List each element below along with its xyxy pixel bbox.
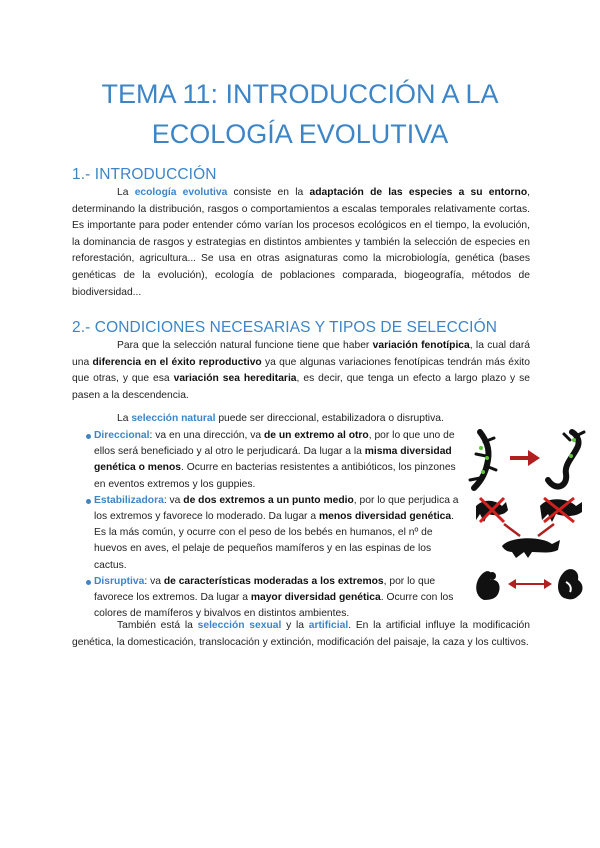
keyword-seleccion-natural: selección natural: [131, 413, 216, 424]
list-item-estabilizadora: Estabilizadora: va de dos extremos a un punto medio, por lo que perjudica a los extremos y favorece lo moderado. Da lugar a menos diversidad genética. Es la más común, y ocurre con el peso de los bebés en humanos, el nº de huevos en aves, el pelaje de pequeños mamíferos y en las espinas de los cactus.: [72, 493, 466, 574]
snake-icon: [548, 432, 584, 487]
section-2-paragraph-3: También está la selección sexual y la artificial. En la artificial influye la modificación genética, la domesticación, translocación y extinción, modificación del paisaje, la caza y los cultivos.: [72, 620, 531, 648]
list-item-disruptiva: Disruptiva: va de características moderadas a los extremos, por lo que favorece los extremos. Da lugar a mayor diversidad genética. Ocurre con los colores de mamíferos y bivalvos en distintos ambientes.: [72, 574, 466, 623]
keyword-ecologia-evolutiva: ecología evolutiva: [134, 187, 228, 198]
lizard-icon: [470, 432, 496, 488]
stabilizing-selection-figure: [470, 494, 588, 560]
mammal-middle-icon: [502, 538, 560, 558]
title-line-2: ECOLOGÍA EVOLUTIVA: [151, 119, 449, 149]
section-1-paragraph: La ecología evolutiva consiste en la adaptación de las especies a su entorno, determinando la distribución, rasgos o comportamientos a escalas temporales relativamente cortas. Es importante para poder entender cómo varían los procesos ecológicos en el tiempo, la evolución, la dominancia de rasgos y estrategias en distintos ambientes y también la selección de especies en reforestación, agricultura... Se usa en otras asignaturas como la microbiología, genética (bases genéticas de la evolución), ecología de poblaciones comparada, biogeografía, métodos de biodiversidad...: [72, 187, 530, 298]
section-2-paragraph-2: La selección natural puede ser direccional, estabilizadora o disruptiva.: [117, 413, 444, 424]
arrows-diverging-icon: [508, 579, 552, 589]
keyword-artificial: artificial: [308, 620, 349, 631]
directional-selection-figure: [468, 426, 588, 496]
title-line-1: TEMA 11: INTRODUCCIÓN A LA: [101, 79, 499, 109]
selection-types-list: [72, 428, 466, 622]
squirrel-left-icon: [476, 571, 499, 600]
bullet-dot: [86, 434, 91, 439]
section-1-heading: 1.- INTRODUCCIÓN: [72, 166, 217, 183]
squirrel-right-icon: [558, 569, 583, 599]
section-2-paragraph-1: Para que la selección natural funcione tiene que haber variación fenotípica, la cual dará una diferencia en el éxito reproductivo ya que algunas variaciones fenotípicas tendrán más éxito que otras, y que esa variación sea hereditaria, es decir, que tenga un efecto a largo plazo y se pasen a la descendencia.: [72, 340, 530, 401]
page-title: [40, 74, 560, 154]
list-item-direccional: Direccional: va en una dirección, va de un extremo al otro, por lo que uno de ellos será beneficiado y al otro le perjudicará. Da lugar a la misma diversidad genética o menos. Ocurre en bacterias resistentes a antibióticos, los pinzones en eventos extremos y los guppies.: [72, 428, 466, 493]
disruptive-selection-figure: [472, 562, 588, 604]
bullet-dot: [86, 580, 91, 585]
arrow-right-icon: [510, 450, 540, 466]
section-2-heading: 2.- CONDICIONES NECESARIAS Y TIPOS DE SELECCIÓN: [72, 319, 498, 336]
bullet-dot: [86, 499, 91, 504]
arrows-converging-icon: [504, 524, 554, 536]
keyword-seleccion-sexual: selección sexual: [197, 620, 282, 631]
